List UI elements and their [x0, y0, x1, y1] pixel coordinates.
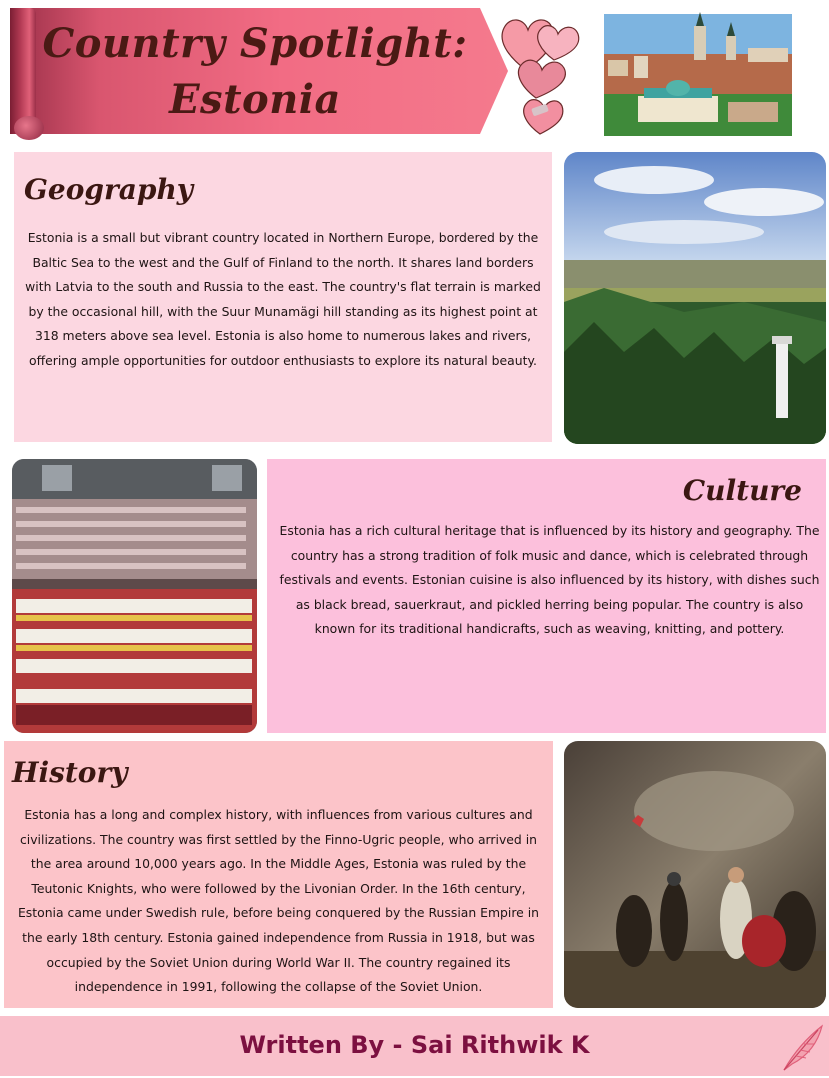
- history-text: Estonia has a long and complex history, with influences from various cultures and civilizations. The country was first settled by the Finno-Ugric people, who arrived in the area around 10,000 years ago. In the Middle Ages, Estonia was ruled by the Teutonic Knights, who were followed by the Livonian Order. In the 16th century, Estonia came under Swedish rule, before being conquered by the Russian Empire in the early 18th century. Estonia gained independence from Russia in 1918, but was occupied by the Soviet Union during World War II. The country regained its independence in 1991, following the collapse of the Soviet Union.: [17, 807, 540, 995]
- historical-painting-photo: [564, 741, 826, 1008]
- estonian-landscape-photo: [564, 152, 826, 444]
- footer: [0, 1016, 829, 1076]
- history-heading: History: [12, 756, 128, 789]
- song-festival-photo: [12, 459, 257, 733]
- page-title: [40, 16, 470, 128]
- tallinn-skyline-photo: [598, 8, 798, 142]
- feather-pen-icon: [778, 1022, 826, 1074]
- banner-scroll-roll: [10, 8, 36, 134]
- hearts-icon: [496, 10, 592, 138]
- page-title-line1: Country Spotlight:: [42, 20, 468, 67]
- culture-section: [267, 459, 826, 733]
- author-credit: Written By - Sai Rithwik K: [239, 1031, 590, 1059]
- geography-text: Estonia is a small but vibrant country located in Northern Europe, bordered by the Baltic Sea to the west and the Gulf of Finland to the north. It shares land borders with Latvia to the south and Russia to the east. The country's flat terrain is marked by the occasional hill, with the Suur Munamägi hill standing as its highest point at 318 meters above sea level. Estonia is also home to numerous lakes and rivers, offering ample opportunities for outdoor enthusiasts to explore its natural beauty.: [25, 230, 541, 368]
- culture-text: Estonia has a rich cultural heritage that is influenced by its history and geography. The country has a strong tradition of folk music and dance, which is celebrated through festivals and events. Estonian cuisine is also influenced by its history, with dishes such as black bread, sauerkraut, and pickled herring being popular. The country is also known for its traditional handicrafts, such as weaving, knitting, and pottery.: [279, 523, 820, 637]
- culture-heading: Culture: [682, 474, 802, 507]
- geography-section: [14, 152, 552, 442]
- history-section: [4, 741, 553, 1008]
- geography-heading: Geography: [24, 173, 194, 206]
- title-banner: [10, 8, 508, 134]
- page-title-line2: Estonia: [169, 76, 341, 123]
